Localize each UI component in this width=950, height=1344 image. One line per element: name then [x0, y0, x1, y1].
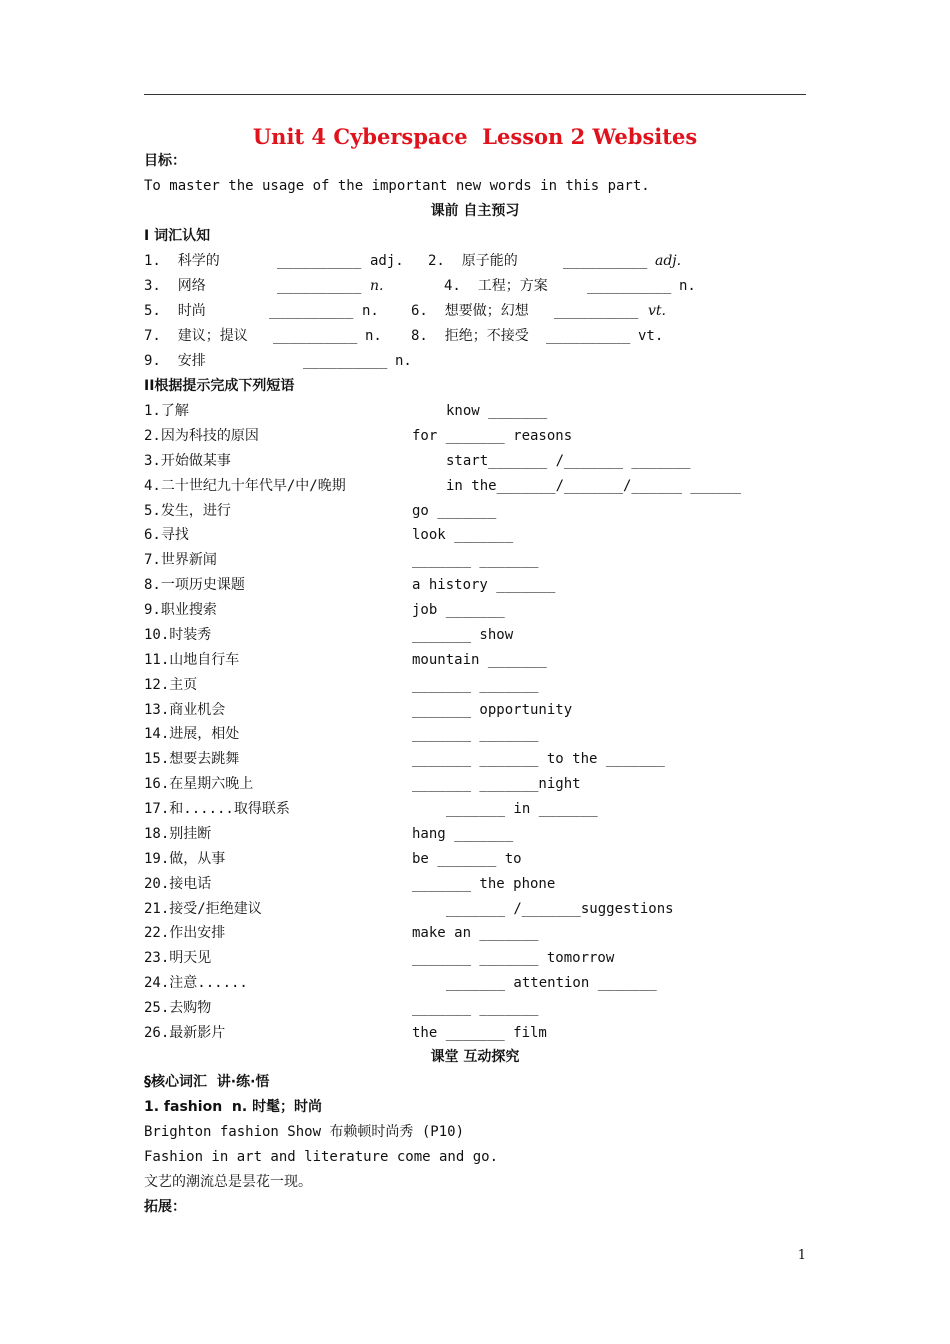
vocab-cn: 3. 网络 — [144, 278, 206, 294]
phrase-row — [144, 822, 806, 847]
vocab-blank[interactable]: __________ — [277, 278, 362, 294]
phrase-row — [144, 623, 806, 648]
phrase-en[interactable]: be _______ to — [412, 850, 522, 867]
vocab-row — [144, 274, 806, 299]
phrase-row — [144, 797, 806, 822]
phrase-row — [144, 772, 806, 797]
phrase-cn: 26.最新影片 — [144, 1025, 226, 1041]
phrase-row — [144, 673, 806, 698]
phrase-en[interactable]: _______ _______ — [412, 726, 539, 743]
core-example-1: Brighton fashion Show 布赖顿时尚秀 (P10) — [144, 1124, 465, 1140]
phrase-cn: 17.和......取得联系 — [144, 801, 290, 818]
phrase-en[interactable]: _______ _______ to the _______ — [412, 751, 665, 768]
vocab-blank[interactable]: __________ — [554, 303, 639, 319]
phrase-row — [144, 399, 806, 424]
vocab-pos: n. — [370, 278, 384, 294]
phrase-cn: 14.进展，相处 — [144, 726, 240, 743]
vocab-blank[interactable]: __________ — [303, 353, 388, 369]
phrase-row — [144, 548, 806, 573]
vocab-cn: 2. 原子能的 — [428, 253, 518, 269]
phrase-en[interactable]: _______ in _______ — [446, 801, 598, 818]
vocab-row — [144, 324, 806, 349]
phrases-heading: II根据提示完成下列短语 — [144, 378, 295, 394]
phrase-cn: 18.别挂断 — [144, 825, 212, 842]
phrase-row — [144, 424, 806, 449]
phrase-cn: 3.开始做某事 — [144, 452, 231, 469]
vocab-cn: 1. 科学的 — [144, 253, 220, 269]
phrase-row — [144, 523, 806, 548]
phrase-en[interactable]: hang _______ — [412, 825, 514, 842]
phrase-cn: 1.了解 — [144, 403, 189, 419]
phrase-cn: 25.去购物 — [144, 1000, 212, 1017]
objective-label: 目标： — [144, 153, 186, 169]
phrase-row — [144, 747, 806, 772]
phrase-en[interactable]: _______ show — [412, 626, 514, 643]
core-entry: 1. fashion n. 时髦；时尚 — [144, 1099, 323, 1115]
phrase-row — [144, 573, 806, 598]
page-title: Unit 4 Cyberspace Lesson 2 Websites — [252, 124, 698, 149]
vocab-row — [144, 299, 806, 324]
vocab-pos: n. — [395, 353, 412, 369]
vocab-blank[interactable]: __________ — [277, 253, 362, 269]
vocab-row — [144, 249, 806, 274]
phrase-cn: 7.世界新闻 — [144, 552, 217, 569]
core-example-2-translation: 文艺的潮流总是昙花一现。 — [144, 1174, 312, 1190]
phrase-cn: 20.接电话 — [144, 875, 212, 892]
phrase-cn: 13.商业机会 — [144, 701, 226, 718]
vocab-pos: vt. — [638, 328, 664, 344]
expand-label: 拓展： — [144, 1199, 186, 1215]
phrase-en[interactable]: _______ the phone — [412, 875, 556, 892]
phrase-row — [144, 921, 806, 946]
vocab-pos: n. — [679, 278, 696, 294]
phrase-en[interactable]: look _______ — [412, 527, 514, 544]
vocab-cn: 8. 拒绝；不接受 — [411, 328, 529, 344]
phrase-en[interactable]: for _______ reasons — [412, 427, 573, 444]
vocab-pos: n. — [362, 303, 379, 319]
vocab-cn: 7. 建议；提议 — [144, 328, 248, 344]
phrase-en[interactable]: go _______ — [412, 502, 497, 519]
vocab-blank[interactable]: __________ — [546, 328, 631, 344]
section-pre-class: 课前 自主预习 — [430, 203, 520, 219]
phrase-row — [144, 872, 806, 897]
phrase-row — [144, 449, 806, 474]
phrase-en[interactable]: in the_______/_______/______ ______ — [446, 477, 742, 494]
phrase-row — [144, 897, 806, 922]
phrase-row — [144, 474, 806, 499]
phrase-cn: 5.发生，进行 — [144, 502, 231, 519]
phrase-en[interactable]: _______ _______ — [412, 1000, 539, 1017]
phrase-cn: 15.想要去跳舞 — [144, 751, 240, 768]
phrase-row — [144, 971, 806, 996]
phrase-cn: 6.寻找 — [144, 527, 189, 544]
core-example-2: Fashion in art and literature come and go. — [144, 1149, 499, 1165]
phrase-cn: 21.接受/拒绝建议 — [144, 900, 262, 917]
phrase-row — [144, 1021, 806, 1046]
phrase-cn: 24.注意...... — [144, 975, 248, 992]
vocab-blank[interactable]: __________ — [587, 278, 672, 294]
section-in-class: 课堂 互动探究 — [430, 1049, 520, 1065]
vocab-blank[interactable]: __________ — [269, 303, 354, 319]
phrase-en[interactable]: _______ _______night — [412, 776, 581, 793]
phrase-cn: 4.二十世纪九十年代早/中/晚期 — [144, 477, 346, 494]
phrase-en[interactable]: _______ _______ — [412, 552, 539, 569]
phrase-cn: 9.职业搜索 — [144, 602, 217, 619]
page-number: 1 — [797, 1248, 806, 1263]
header-rule — [144, 94, 806, 95]
phrase-en[interactable]: job _______ — [412, 602, 505, 619]
vocab-pos: adj. — [655, 253, 682, 269]
phrase-cn: 16.在星期六晚上 — [144, 776, 254, 793]
phrase-en[interactable]: make an _______ — [412, 925, 539, 942]
vocab-pos: vt. — [648, 303, 666, 319]
phrase-en[interactable]: know _______ — [446, 403, 548, 419]
vocab-cn: 4. 工程；方案 — [444, 278, 548, 294]
vocab-cn: 6. 想要做；幻想 — [411, 303, 529, 319]
phrase-row — [144, 946, 806, 971]
phrase-row — [144, 698, 806, 723]
phrase-cn: 23.明天见 — [144, 950, 212, 967]
vocab-cn: 9. 安排 — [144, 353, 206, 369]
phrase-en[interactable]: a history _______ — [412, 577, 556, 594]
vocab-cn: 5. 时尚 — [144, 303, 206, 319]
phrase-cn: 12.主页 — [144, 676, 198, 693]
objective-text: To master the usage of the important new words in this part. — [144, 178, 650, 194]
core-heading: §核心词汇 讲·练·悟 — [144, 1074, 270, 1090]
phrase-cn: 19.做，从事 — [144, 850, 226, 867]
phrase-cn: 11.山地自行车 — [144, 651, 240, 668]
vocab-pos: adj. — [370, 253, 404, 269]
vocab-blank[interactable]: __________ — [563, 253, 648, 269]
phrase-row — [144, 996, 806, 1021]
phrase-en[interactable]: the _______ film — [412, 1025, 547, 1041]
phrase-en[interactable]: start_______ /_______ _______ — [446, 452, 691, 469]
phrase-cn: 2.因为科技的原因 — [144, 427, 259, 444]
vocab-heading: I 词汇认知 — [144, 228, 211, 244]
phrase-row — [144, 648, 806, 673]
vocab-blank[interactable]: __________ — [273, 328, 358, 344]
phrase-row — [144, 722, 806, 747]
phrase-en[interactable]: _______ _______ — [412, 676, 539, 693]
phrase-en[interactable]: mountain _______ — [412, 651, 547, 668]
phrase-en[interactable]: _______ attention _______ — [446, 975, 657, 992]
phrase-row — [144, 847, 806, 872]
phrase-en[interactable]: _______ opportunity — [412, 701, 573, 718]
phrase-cn: 10.时装秀 — [144, 626, 212, 643]
phrase-cn: 22.作出安排 — [144, 925, 226, 942]
vocab-row — [144, 349, 806, 374]
phrase-en[interactable]: _______ /_______suggestions — [446, 900, 674, 917]
vocab-pos: n. — [365, 328, 382, 344]
phrase-cn: 8.一项历史课题 — [144, 577, 245, 594]
phrase-en[interactable]: _______ _______ tomorrow — [412, 950, 615, 967]
phrase-row — [144, 499, 806, 524]
phrase-row — [144, 598, 806, 623]
